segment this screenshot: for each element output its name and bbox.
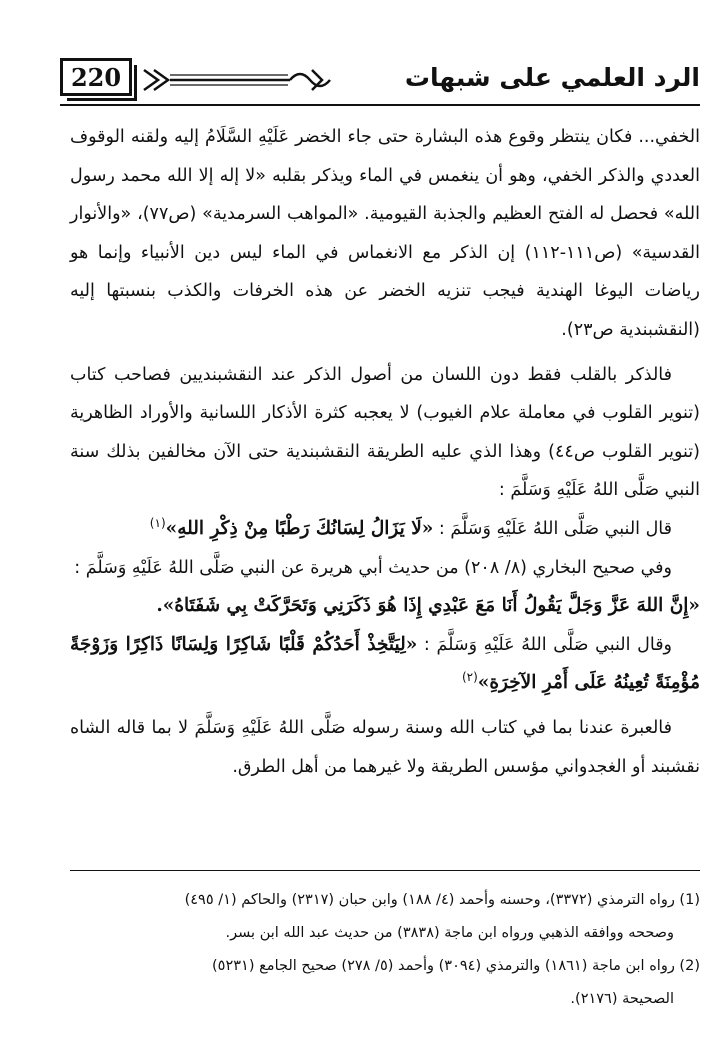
quote-intro: وفي صحيح البخاري (٨/ ٢٠٨) من حديث أبي هريرة عن النبي صَلَّى اللهُ عَلَيْهِ وَسَلَّمَ : xyxy=(74,557,672,578)
page-header xyxy=(60,52,700,102)
running-title: الرد العلمي على شبهات xyxy=(404,63,700,92)
paragraph: الخفي... فكان ينتظر وقوع هذه البشارة حتى جاء الخضر عَلَيْهِ السَّلَامُ إليه ولقنه الوقوف العددي والذكر الخفي، وهو أن ينغمس في الماء ويذكر بقلبه «لا إله إلا الله محمد رسول الله» فحصل له الفتح العظيم والجذبة القيومية. «المواهب السرمدية» (ص٧٧)، «والأنوار القدسية» (ص١١١-١١٢) إن الذكر مع الانغماس في الماء ليس دين الأنبياء وإنما هو رياضات اليوغا الهندية فيجب تنزيه الخضر عن هذه الخرفات والكذب بنسبتها إليه (النقشبندية ص٢٣). xyxy=(70,127,700,340)
hadith-text: «لِيَتَّخِذْ أَحَدُكُمْ قَلْبًا شَاكِرًا وَلِسَانًا ذَاكِرًا وَزَوْجَةً مُؤْمِنَةً تُعِينُهُ عَلَى أَمْرِ الآخِرَةِ» xyxy=(70,633,700,694)
hadith-quote-1 xyxy=(70,510,700,549)
paragraph: فالذكر بالقلب فقط دون اللسان من أصول الذكر عند النقشبنديين فصاحب كتاب (تنوير القلوب في معاملة علام الغيوب) لا يعجبه كثرة الأذكار اللسانية والأوراد الظاهرية (تنوير القلوب ص٤٤) وهذا الذي عليه الطريقة النقشبندية حتى الآن مخالفين بذلك سنة النبي صَلَّى اللهُ عَلَيْهِ وَسَلَّمَ : xyxy=(70,364,700,501)
footnote-1-line-1: (1) رواه الترمذي (٣٣٧٢)، وحسنه وأحمد (٤/ ١٨٨) وابن حبان (٢٣١٧) والحاكم (١/ ٤٩٥) xyxy=(184,892,700,908)
hadith-quote-3 xyxy=(70,626,700,703)
footnote-2-line-1: (2) رواه ابن ماجة (١٨٦١) والترمذي (٣٠٩٤) وأحمد (٥/ ٢٧٨) صحيح الجامع (٥٢٣١) xyxy=(211,958,700,974)
footnotes xyxy=(70,884,700,1016)
footnote-1-line-2: وصححه ووافقه الذهبي ورواه ابن ماجة (٣٨٣٨) من حديث عبد الله ابن بسر. xyxy=(225,925,674,941)
quote-intro: وقال النبي صَلَّى اللهُ عَلَيْهِ وَسَلَّمَ : xyxy=(417,634,673,655)
hadith-text: «إِنَّ اللهَ عَزَّ وَجَلَّ يَقُولُ أَنَا مَعَ عَبْدِي إِذَا هُوَ ذَكَرَنِي وَتَحَرَّكَتْ بِي شَفَتَاهُ». xyxy=(156,595,700,617)
footnote-ref: (١) xyxy=(149,516,166,531)
hadith-text: «لَا يَزَالُ لِسَانُكَ رَطْبًا مِنْ ذِكْرِ اللهِ» xyxy=(165,517,434,539)
quote-intro: قال النبي صَلَّى اللهُ عَلَيْهِ وَسَلَّمَ : xyxy=(433,518,672,539)
page-number: 220 xyxy=(60,58,132,96)
header-ornament-icon xyxy=(140,62,340,98)
footnote-2-line-2: الصحيحة (٢١٧٦). xyxy=(570,991,674,1007)
footnote-divider xyxy=(70,870,700,871)
paragraph: فالعبرة عندنا بما في كتاب الله وسنة رسوله صَلَّى اللهُ عَلَيْهِ وَسَلَّمَ لا بما قاله الشاه نقشبند أو الغجدواني مؤسس الطريقة ولا غيرهما من أهل الطرق. xyxy=(70,717,700,777)
header-divider xyxy=(60,104,700,106)
main-text xyxy=(70,118,700,786)
hadith-quote-2 xyxy=(70,549,700,626)
footnote-ref: (٢) xyxy=(461,670,478,685)
